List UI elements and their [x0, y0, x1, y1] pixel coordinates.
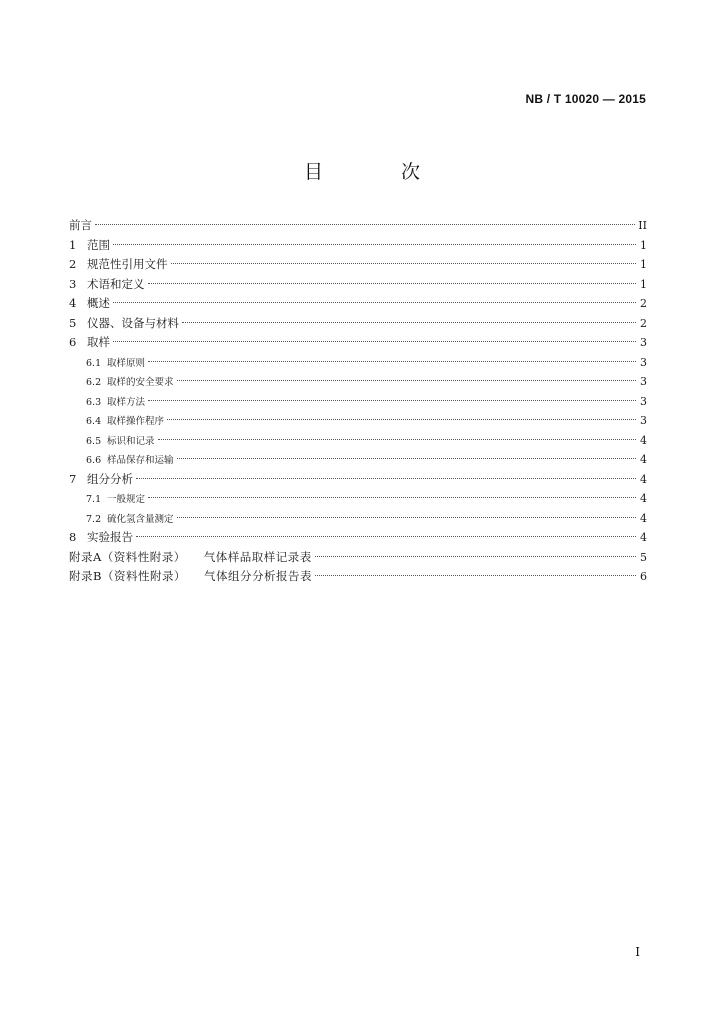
- toc-entry-page: 3: [640, 355, 647, 369]
- toc-entry-number: 2: [69, 257, 77, 271]
- toc-leader-dots: [315, 556, 636, 557]
- toc-entry-page: 1: [640, 277, 647, 291]
- toc-entry-label: 仪器、设备与材料: [87, 315, 179, 330]
- toc-entry-label: 附录B（资料性附录）: [69, 569, 186, 583]
- toc-entry-number: 7: [69, 471, 77, 486]
- toc-entry-number: 6.4: [86, 416, 102, 427]
- toc-entry-label: 术语和定义: [87, 276, 145, 291]
- toc-entry-label: 前言: [69, 218, 92, 232]
- toc-entry-label: 取样方法: [107, 396, 146, 408]
- toc-entry-number: 7.2: [86, 513, 102, 525]
- toc-entry-number: 5: [69, 315, 77, 330]
- toc-leader-dots: [177, 458, 636, 459]
- toc-entry-number: 3: [69, 276, 77, 291]
- toc-entry-4[interactable]: [69, 294, 647, 314]
- toc-entry-label: 实验报告: [87, 530, 133, 544]
- toc-entry-6-1[interactable]: [69, 353, 647, 373]
- toc-entry-7[interactable]: [69, 470, 647, 490]
- toc-leader-dots: [171, 263, 637, 264]
- toc-entry-6-6[interactable]: [69, 450, 647, 470]
- toc-entry-8[interactable]: [69, 528, 647, 548]
- toc-entry-6-4[interactable]: [69, 411, 647, 431]
- toc-entry-page: 3: [640, 394, 647, 408]
- toc-leader-dots: [148, 283, 637, 284]
- toc-entry-page: 1: [640, 258, 647, 271]
- toc-title: 目 次: [303, 161, 457, 183]
- toc-leader-dots: [136, 478, 636, 479]
- toc-entry-3[interactable]: [69, 275, 647, 295]
- toc-entry-page: 4: [640, 453, 647, 466]
- toc-entry-foreword[interactable]: [69, 216, 647, 236]
- toc-entry-7-2[interactable]: [69, 509, 647, 529]
- toc-entry-label: 范围: [87, 237, 110, 252]
- toc-entry-page: 4: [640, 492, 647, 505]
- toc-entry-page: 1: [640, 238, 647, 252]
- toc-leader-dots: [113, 302, 636, 303]
- toc-entry-number: 8: [69, 530, 77, 544]
- toc-leader-dots: [113, 244, 636, 245]
- toc-leader-dots: [148, 497, 636, 498]
- toc-entry-label: 取样操作程序: [107, 416, 165, 427]
- toc-entry-2[interactable]: [69, 255, 647, 275]
- toc-entry-appendix-b[interactable]: [69, 567, 647, 587]
- toc-entry-label: 规范性引用文件: [87, 257, 168, 271]
- toc-leader-dots: [167, 419, 636, 420]
- toc-leader-dots: [177, 380, 636, 381]
- toc-entry-page: 3: [640, 336, 647, 349]
- toc-entry-label: 硫化氢含量测定: [107, 513, 174, 525]
- toc-entry-label: 附录A（资料性附录）: [69, 549, 186, 564]
- toc-entry-6-2[interactable]: [69, 372, 647, 392]
- toc-entry-page: 2: [640, 297, 647, 310]
- toc-entry-page: 4: [640, 531, 647, 544]
- toc-leader-dots: [158, 439, 636, 440]
- toc-entry-page: II: [638, 219, 647, 232]
- toc-entry-7-1[interactable]: [69, 489, 647, 509]
- toc-entry-appendix-a[interactable]: [69, 548, 647, 568]
- standard-code: NB / T 10020 — 2015: [525, 92, 646, 106]
- toc-entry-number: 6.5: [86, 435, 102, 447]
- toc-entry-appendix-title: 气体组分分析报告表: [203, 569, 312, 583]
- toc-entry-number: 6: [69, 335, 77, 349]
- toc-entry-page: 5: [640, 550, 647, 564]
- toc-entry-number: 1: [69, 237, 77, 252]
- toc-entry-label: 标识和记录: [107, 435, 155, 447]
- toc-entry-6[interactable]: [69, 333, 647, 353]
- toc-entry-5[interactable]: [69, 314, 647, 334]
- toc-entry-number: 6.1: [86, 357, 102, 369]
- toc-leader-dots: [136, 536, 636, 537]
- toc-entry-number: 6.3: [86, 396, 102, 408]
- toc-leader-dots: [315, 575, 636, 576]
- toc-leader-dots: [177, 517, 636, 518]
- toc-entry-page: 4: [640, 472, 647, 486]
- toc-entry-page: 4: [640, 433, 647, 447]
- toc-entry-label: 取样的安全要求: [107, 377, 174, 388]
- toc-leader-dots: [113, 341, 636, 342]
- table-of-contents: [69, 216, 647, 587]
- toc-leader-dots: [148, 361, 636, 362]
- page-number: I: [635, 945, 640, 959]
- toc-entry-page: 3: [640, 375, 647, 388]
- toc-entry-number: 4: [69, 296, 77, 310]
- toc-leader-dots: [148, 400, 636, 401]
- toc-leader-dots: [182, 322, 636, 323]
- toc-entry-1[interactable]: [69, 236, 647, 256]
- toc-entry-appendix-title: 气体样品取样记录表: [203, 549, 312, 564]
- toc-entry-number: 7.1: [86, 494, 102, 505]
- toc-entry-label: 取样原则: [107, 357, 146, 369]
- toc-entry-page: 3: [640, 414, 647, 427]
- toc-entry-page: 4: [640, 511, 647, 525]
- toc-entry-6-3[interactable]: [69, 392, 647, 412]
- toc-entry-label: 组分分析: [87, 471, 133, 486]
- toc-entry-page: 2: [640, 316, 647, 330]
- toc-entry-number: 6.2: [86, 377, 102, 388]
- toc-leader-dots: [95, 224, 635, 225]
- toc-entry-label: 样品保存和运输: [107, 455, 174, 466]
- toc-entry-label: 概述: [87, 296, 110, 310]
- toc-entry-6-5[interactable]: [69, 431, 647, 451]
- toc-entry-label: 取样: [87, 335, 110, 349]
- toc-entry-number: 6.6: [86, 455, 102, 466]
- toc-entry-label: 一般规定: [107, 494, 146, 505]
- toc-entry-page: 6: [640, 570, 647, 583]
